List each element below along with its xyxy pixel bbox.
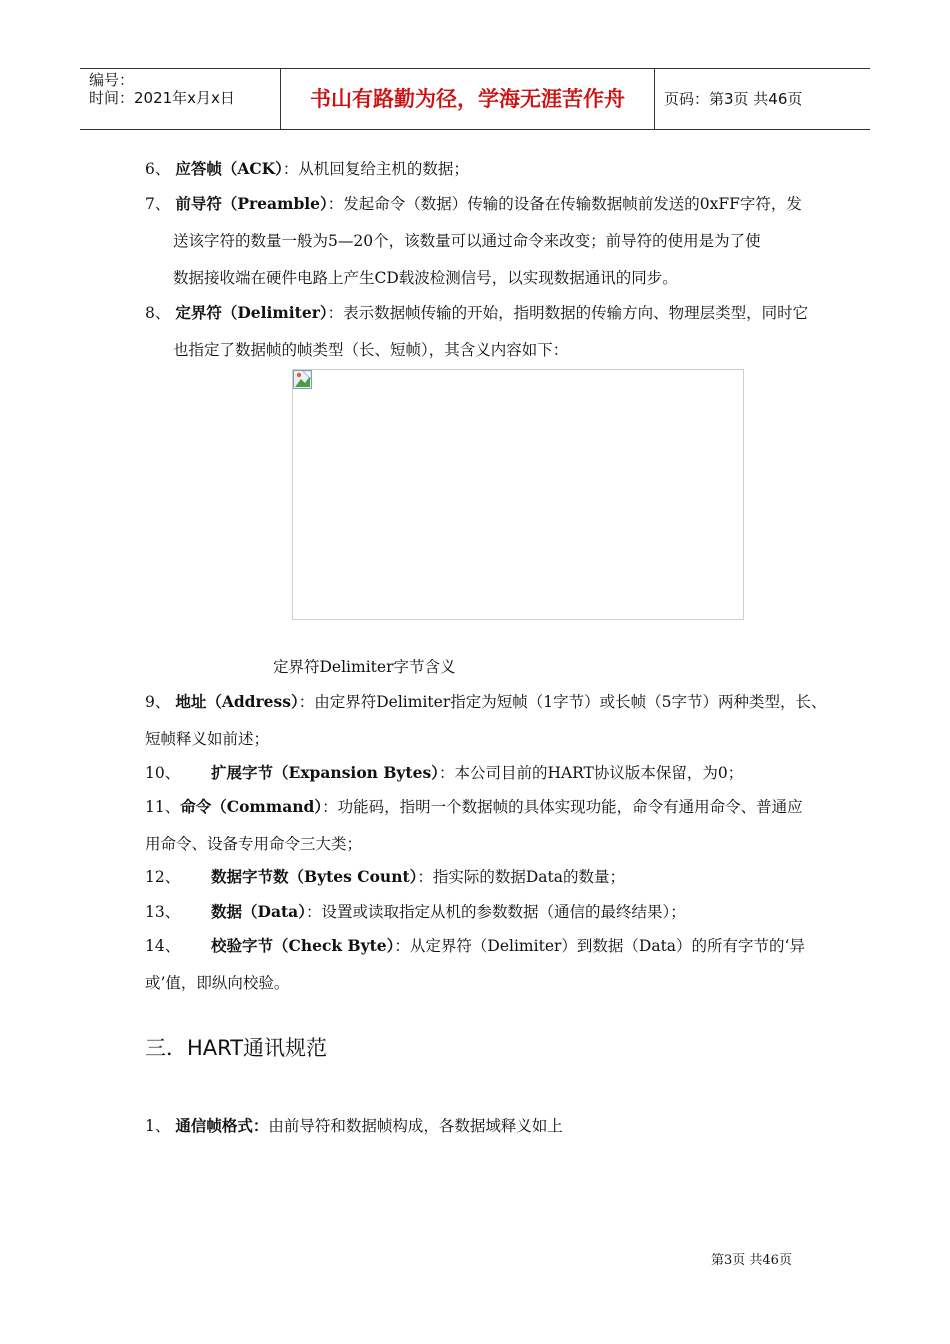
item-term: 命令（Command）: [180, 797, 323, 816]
item-11-line-2: 用命令、设备专用命令三大类；: [145, 835, 363, 853]
item-term: 应答帧（ACK）: [175, 159, 283, 178]
item-number: 1、: [145, 1117, 171, 1135]
item-7-line-1: [145, 192, 802, 214]
header-time-label: 时间：2021年x月x日: [89, 89, 235, 107]
header-motto: 书山有路勤为径，学海无涯苦作舟: [310, 87, 625, 111]
item-text: 由前导符和数据帧构成，各数据域释义如上: [268, 1117, 563, 1135]
item-8-line-1: [145, 301, 808, 323]
item-term: 通信帧格式：: [175, 1116, 269, 1135]
header-meta-cell: [80, 69, 281, 129]
item-number: 8、: [145, 304, 171, 322]
header-page-info: 页码：第3页 共46页: [664, 90, 803, 108]
item-8-line-2: 也指定了数据帧的帧类型（长、短帧），其含义内容如下：: [173, 341, 569, 359]
item-term: 数据（Data）: [211, 902, 306, 921]
item-7-line-3: 数据接收端在硬件电路上产生CD载波检测信号，以实现数据通讯的同步。: [173, 269, 678, 287]
item-number: 6、: [145, 160, 171, 178]
broken-image-icon: [293, 370, 312, 389]
item-text: ：功能码，指明一个数据帧的具体实现功能，命令有通用命令、普通应: [322, 798, 803, 816]
item-text: ：指实际的数据Data的数量；: [417, 868, 626, 886]
item-term: 定界符（Delimiter）: [175, 303, 328, 322]
item-number: 13、: [145, 903, 181, 921]
figure-caption: 定界符Delimiter字节含义: [273, 658, 456, 676]
item-text: ：从机回复给主机的数据；: [282, 160, 469, 178]
item-text: ：发起命令（数据）传输的设备在传输数据帧前发送的0xFF字符，发: [327, 195, 802, 213]
item-9-line-2: 短帧释义如前述；: [145, 730, 270, 748]
item-13-line-1: [145, 900, 686, 922]
item-term: 扩展字节（Expansion Bytes）: [211, 763, 439, 782]
item-term: 地址（Address）: [175, 692, 299, 711]
item-text: ：本公司目前的HART协议版本保留，为0；: [438, 764, 744, 782]
item-text: ：从定界符（Delimiter）到数据（Data）的所有字节的‘异: [394, 937, 805, 955]
page-footer: 第3页 共46页: [711, 1253, 792, 1268]
item-number: 11、: [145, 798, 181, 816]
item-term: 前导符（Preamble）: [175, 194, 328, 213]
item-10-line-1: [145, 761, 743, 783]
item-7-line-2: 送该字符的数量一般为5—20个，该数量可以通过命令来改变；前导符的使用是为了使: [173, 232, 761, 250]
item-term: 数据字节数（Bytes Count）: [211, 867, 418, 886]
delimiter-figure: [292, 369, 744, 620]
item-number: 7、: [145, 195, 171, 213]
header-motto-cell: [281, 69, 655, 129]
item-term: 校验字节（Check Byte）: [211, 936, 395, 955]
item-number: 14、: [145, 937, 181, 955]
item-number: 9、: [145, 693, 171, 711]
header-number-label: 编号：: [89, 71, 135, 89]
item-14-line-2: 或’值，即纵向校验。: [145, 974, 290, 992]
item-text: ：设置或读取指定从机的参数数据（通信的最终结果）；: [305, 903, 686, 921]
item-6-line-1: [145, 157, 469, 179]
page-header: [80, 68, 870, 130]
item-number: 12、: [145, 868, 181, 886]
item-number: 10、: [145, 764, 181, 782]
item-text: ：由定界符Delimiter指定为短帧（1字节）或长帧（5字节）两种类型，长、: [298, 693, 827, 711]
item-9-line-1: [145, 690, 826, 712]
item-text: ：表示数据帧传输的开始，指明数据的传输方向、物理层类型，同时它: [327, 304, 809, 322]
item-12-line-1: [145, 865, 625, 887]
section-item-1: [145, 1114, 563, 1136]
item-14-line-1: [145, 934, 805, 956]
section-title: 三．HART通讯规范: [145, 1036, 328, 1060]
item-11-line-1: [145, 795, 803, 817]
